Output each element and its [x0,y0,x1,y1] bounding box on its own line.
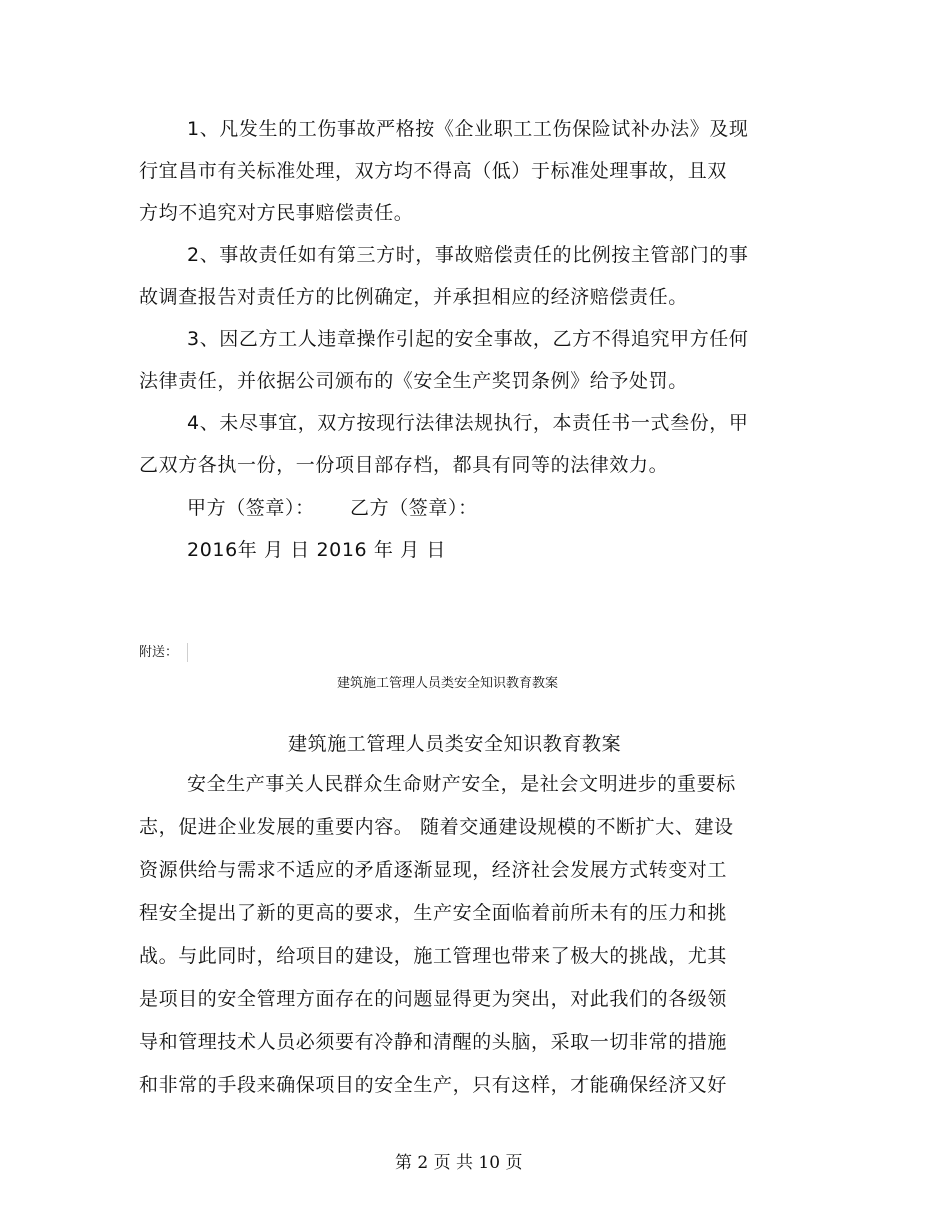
paragraph-line-3: 资源供给与需求不适应的矛盾逐渐显现，经济社会发展方式转变对工 [139,859,728,881]
attachment-label: 附送： [139,645,179,660]
paragraph-line-1: 安全生产事关人民群众生命财产安全，是社会文明进步的重要标 [187,773,736,795]
clause-3-line-2: 法律责任，并依据公司颁布的《安全生产奖罚条例》给予处罚。 [139,370,688,392]
signature-dates: 2016年 月 日 2016 年 月 日 [187,539,446,561]
clause-4-line-2: 乙双方各执一份，一份项目部存档，都具有同等的法律效力。 [139,454,669,476]
lesson-plan-title: 建筑施工管理人员类安全知识教育教案 [288,733,622,755]
attachment-small-title: 建筑施工管理人员类安全知识教育教案 [337,676,559,691]
page-number: 第 2 页 共 10 页 [395,1153,523,1173]
paragraph-line-5: 战。与此同时，给项目的建设，施工管理也带来了极大的挑战，尤其 [139,945,728,967]
clause-2-line-1: 2、事故责任如有第三方时，事故赔偿责任的比例按主管部门的事 [187,244,749,266]
party-a-signature: 甲方（签章）： [187,497,315,519]
clause-1-line-3: 方均不追究对方民事赔偿责任。 [139,202,414,224]
clause-4-line-1: 4、未尽事宜，双方按现行法律法规执行，本责任书一式叁份，甲 [187,412,749,434]
text-cursor-divider [187,643,188,662]
clause-1-line-1: 1、凡发生的工伤事故严格按《企业职工工伤保险试补办法》及现 [187,118,749,140]
paragraph-line-4: 程安全提出了新的更高的要求，生产安全面临着前所未有的压力和挑 [139,902,728,924]
paragraph-line-6: 是项目的安全管理方面存在的问题显得更为突出，对此我们的各级领 [139,988,728,1010]
party-b-signature: 乙方（签章）： [350,497,478,519]
paragraph-line-7: 导和管理技术人员必须要有冷静和清醒的头脑，采取一切非常的措施 [139,1031,728,1053]
clause-1-line-2: 行宜昌市有关标准处理，双方均不得高（低）于标准处理事故，且双 [139,160,728,182]
paragraph-line-2: 志，促进企业发展的重要内容。 随着交通建设规模的不断扩大、建设 [139,816,734,838]
paragraph-line-8: 和非常的手段来确保项目的安全生产，只有这样，才能确保经济又好 [139,1074,728,1096]
clause-3-line-1: 3、因乙方工人违章操作引起的安全事故，乙方不得追究甲方任何 [187,328,749,350]
clause-2-line-2: 故调查报告对责任方的比例确定，并承担相应的经济赔偿责任。 [139,286,688,308]
